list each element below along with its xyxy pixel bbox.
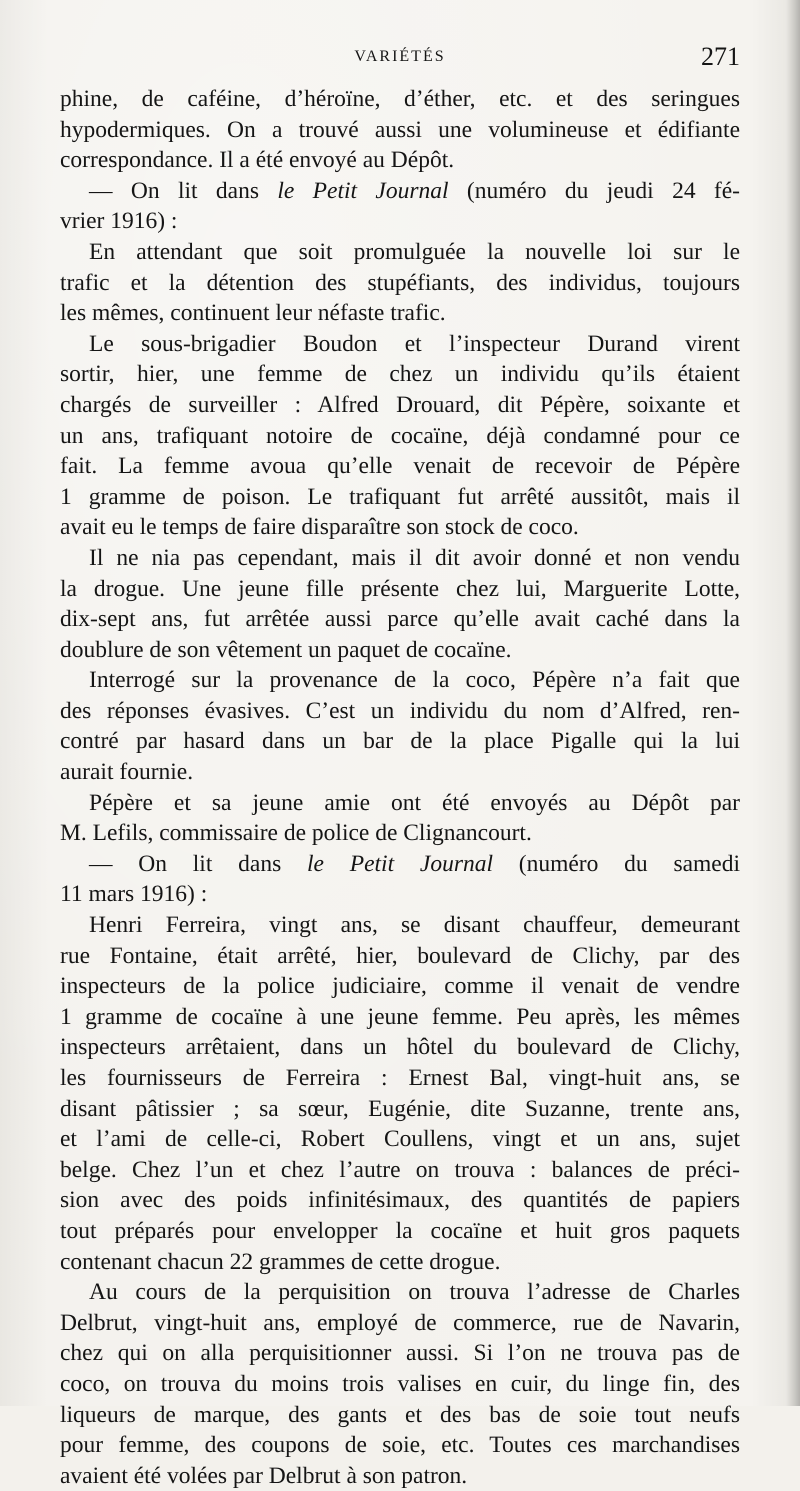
- text-segment: — On lit dans: [89, 850, 307, 877]
- text-line: rue Fontaine, était arrêté, hier, boulevard de Clichy, par des: [60, 942, 740, 969]
- text-segment: (numéro du jeudi 24 fé-: [448, 177, 741, 204]
- text-segment: — On lit dans: [89, 177, 278, 204]
- text-line: hypodermiques. On a trouvé aussi une volumineuse et édifiante: [60, 116, 740, 143]
- text-line: liqueurs de marque, des gants et des bas de soie tout neufs: [60, 1401, 740, 1428]
- text-line: les fournisseurs de Ferreira : Ernest Bal, vingt-huit ans, se: [60, 1065, 740, 1091]
- page-edge-shadow: [786, 0, 800, 1406]
- text-line: Henri Ferreira, vingt ans, se disant chauffeur, demeurant: [89, 912, 740, 939]
- text-line: phine, de caféine, d’héroïne, d’éther, etc. et des seringues: [60, 86, 740, 112]
- running-head: VARIÉTÉS: [354, 48, 446, 65]
- text-line: avait eu le temps de faire disparaître son stock de coco.: [60, 514, 579, 541]
- text-line: disant pâtissier ; sa sœur, Eugénie, dite Suzanne, trente ans,: [60, 1095, 740, 1122]
- text-line: Il ne nia pas cependant, mais il dit avoir donné et non vendu: [89, 544, 740, 571]
- text-line: En attendant que soit promulguée la nouvelle loi sur le: [89, 238, 740, 265]
- newspaper-title: le Petit Journal: [277, 177, 449, 204]
- text-line: sion avec des poids infinitésimaux, des quantités de papiers: [60, 1187, 740, 1214]
- text-line: aurait fournie.: [60, 759, 194, 786]
- newspaper-title: le Petit Journal: [307, 850, 493, 877]
- text-line: M. Lefils, commissaire de police de Clignancourt.: [60, 820, 532, 847]
- text-segment: (numéro du samedi: [493, 850, 741, 877]
- text-line: et l’ami de celle-ci, Robert Coullens, vingt et un ans, sujet: [60, 1126, 740, 1153]
- text-line: [60, 176, 740, 207]
- text-line: inspecteurs de la police judiciaire, comme il venait de vendre: [60, 973, 740, 1000]
- text-line: les mêmes, continuent leur néfaste trafic.: [60, 300, 446, 327]
- text-line: avaient été volées par Delbrut à son patron.: [60, 1462, 468, 1489]
- text-line: tout préparés pour envelopper la cocaïne et huit gros paquets: [60, 1217, 740, 1244]
- text-line: fait. La femme avoua qu’elle venait de recevoir de Pépère: [60, 453, 740, 480]
- text-line: Pépère et sa jeune amie ont été envoyés au Dépôt par: [89, 789, 740, 816]
- text-line: Le sous-brigadier Boudon et l’inspecteur Durand virent: [89, 330, 740, 357]
- text-line: correspondance. Il a été envoyé au Dépôt.: [60, 147, 455, 174]
- text-line: pour femme, des coupons de soie, etc. Toutes ces marchandises: [60, 1432, 740, 1459]
- text-line: belge. Chez l’un et chez l’autre on trouva : balances de préci-: [60, 1156, 740, 1183]
- text-line: doublure de son vêtement un paquet de cocaïne.: [60, 636, 512, 663]
- text-line: des réponses évasives. C’est un individu du nom d’Alfred, ren-: [60, 697, 740, 724]
- text-line: un ans, trafiquant notoire de cocaïne, déjà condamné pour ce: [60, 422, 740, 449]
- text-line: [60, 849, 740, 880]
- text-line: chez qui on alla perquisitionner aussi. Si l’on ne trouva pas de: [60, 1340, 740, 1367]
- text-line: inspecteurs arrêtaient, dans un hôtel du boulevard de Clichy,: [60, 1034, 740, 1061]
- text-line: Au cours de la perquisition on trouva l’adresse de Charles: [89, 1279, 740, 1306]
- text-line: trafic et la détention des stupéfiants, des individus, toujours: [60, 269, 740, 296]
- text-line: chargés de surveiller : Alfred Drouard, dit Pépère, soixante et: [60, 391, 740, 418]
- body-text: [60, 84, 740, 1491]
- text-line: 11 mars 1916) :: [60, 881, 208, 908]
- text-line: contenant chacun 22 grammes de cette drogue.: [60, 1248, 501, 1275]
- text-line: coco, on trouva du moins trois valises en cuir, du linge fin, des: [60, 1370, 740, 1397]
- text-line: Interrogé sur la provenance de la coco, Pépère n’a fait que: [89, 667, 740, 694]
- text-line: Delbrut, vingt-huit ans, employé de commerce, rue de Navarin,: [60, 1309, 740, 1336]
- text-line: 1 gramme de cocaïne à une jeune femme. Peu après, les mêmes: [60, 1003, 740, 1030]
- text-line: la drogue. Une jeune fille présente chez lui, Marguerite Lotte,: [60, 575, 740, 602]
- page-number: 271: [701, 42, 740, 71]
- text-line: vrier 1916) :: [60, 208, 178, 235]
- text-line: contré par hasard dans un bar de la place Pigalle qui la lui: [60, 728, 740, 755]
- text-line: sortir, hier, une femme de chez un individu qu’ils étaient: [60, 361, 740, 388]
- text-line: 1 gramme de poison. Le trafiquant fut arrêté aussitôt, mais il: [60, 483, 740, 510]
- page-header: [60, 42, 740, 82]
- text-line: dix-sept ans, fut arrêtée aussi parce qu’elle avait caché dans la: [60, 606, 740, 633]
